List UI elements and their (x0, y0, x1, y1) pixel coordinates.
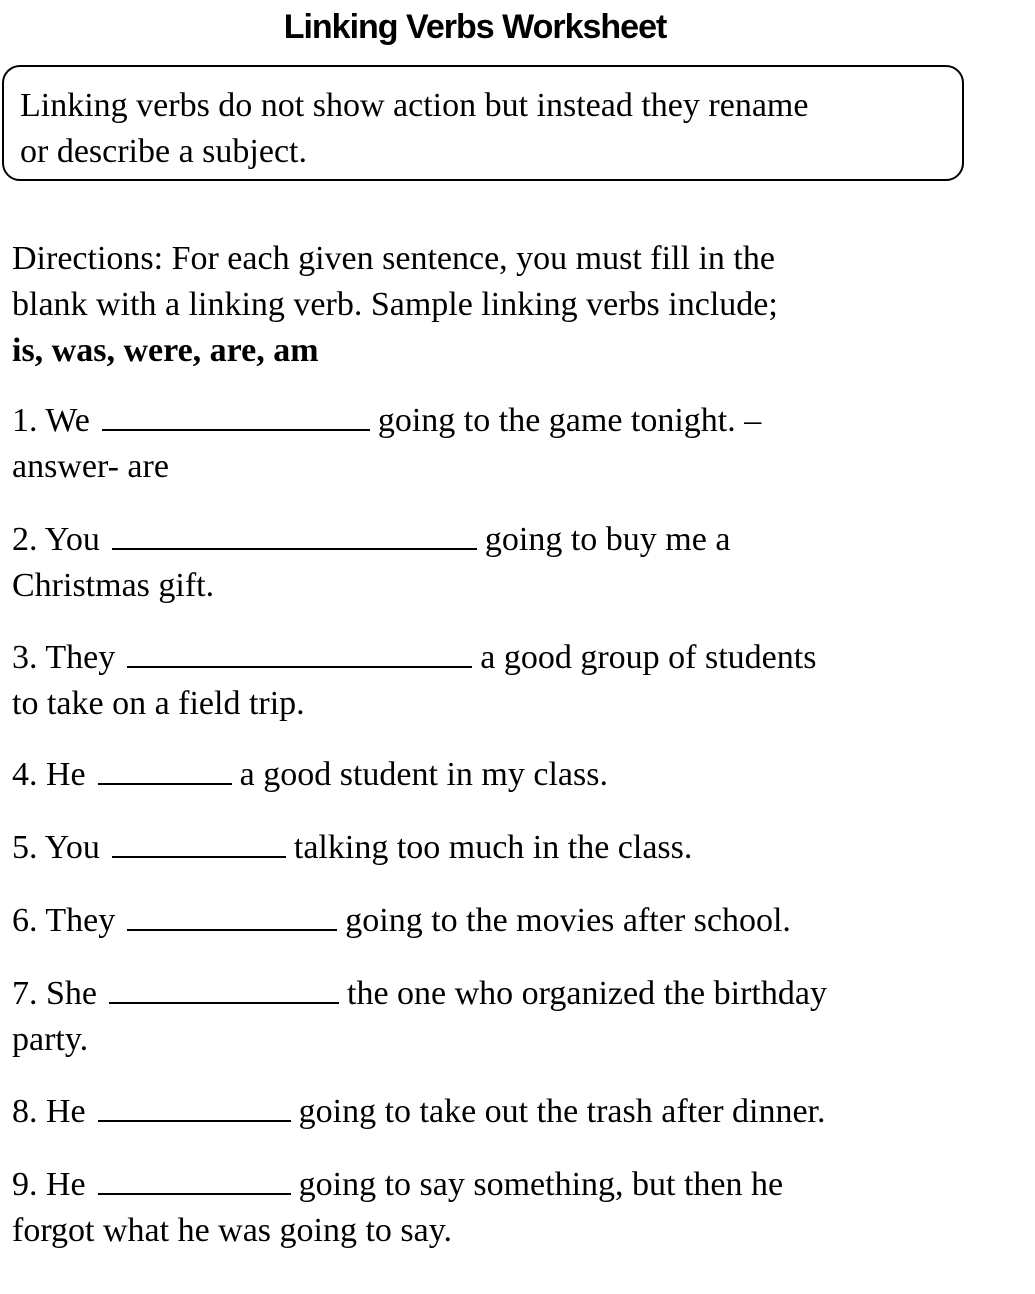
question-4-start: 4. He (12, 756, 86, 793)
question-8 (12, 1089, 1012, 1135)
question-7-end: the one who organized the birthday (347, 975, 827, 1012)
question-3-blank[interactable] (127, 636, 472, 668)
question-1 (12, 398, 1012, 490)
question-8-blank[interactable] (98, 1090, 291, 1122)
sample-verbs: is, was, were, are, am (12, 332, 319, 369)
question-5 (12, 825, 1012, 871)
question-5-start: 5. You (12, 829, 100, 866)
question-1-end: going to the game tonight. – (377, 402, 762, 439)
question-5-end: talking too much in the class. (293, 829, 693, 866)
directions-line-2: blank with a linking verb. Sample linking verbs include; (12, 286, 778, 323)
question-4-blank[interactable] (98, 753, 232, 785)
question-2-continuation: Christmas gift. (12, 567, 215, 604)
question-2-end: going to buy me a (484, 521, 731, 558)
question-6-end: going to the movies after school. (345, 902, 791, 939)
question-2 (12, 517, 1012, 609)
question-7 (12, 971, 1012, 1063)
directions (12, 236, 1012, 374)
question-1-start: 1. We (12, 402, 90, 439)
question-3 (12, 635, 1012, 727)
definition-line-2: or describe a subject. (20, 133, 307, 170)
question-9-blank[interactable] (98, 1163, 291, 1195)
question-2-blank[interactable] (112, 518, 477, 550)
question-6-start: 6. They (12, 902, 116, 939)
question-9-continuation: forgot what he was going to say. (12, 1212, 453, 1249)
definition-box (2, 65, 964, 181)
directions-line-1: Directions: For each given sentence, you must fill in the (12, 240, 775, 277)
question-6 (12, 898, 1012, 944)
question-8-end: going to take out the trash after dinner. (298, 1093, 826, 1130)
question-1-continuation: answer- are (12, 448, 169, 485)
question-7-blank[interactable] (109, 972, 339, 1004)
question-2-start: 2. You (12, 521, 100, 558)
question-8-start: 8. He (12, 1093, 86, 1130)
question-4-end: a good student in my class. (239, 756, 608, 793)
question-7-continuation: party. (12, 1021, 89, 1058)
question-7-start: 7. She (12, 975, 97, 1012)
question-1-blank[interactable] (102, 399, 370, 431)
question-5-blank[interactable] (112, 826, 286, 858)
question-9-end: going to say something, but then he (298, 1166, 784, 1203)
question-3-continuation: to take on a field trip. (12, 685, 305, 722)
question-9 (12, 1162, 1012, 1254)
question-3-end: a good group of students (480, 639, 817, 676)
question-9-start: 9. He (12, 1166, 86, 1203)
definition-line-1: Linking verbs do not show action but instead they rename (20, 87, 809, 124)
question-4 (12, 752, 1012, 798)
question-3-start: 3. They (12, 639, 116, 676)
question-6-blank[interactable] (127, 899, 337, 931)
worksheet-title: Linking Verbs Worksheet (283, 8, 667, 46)
